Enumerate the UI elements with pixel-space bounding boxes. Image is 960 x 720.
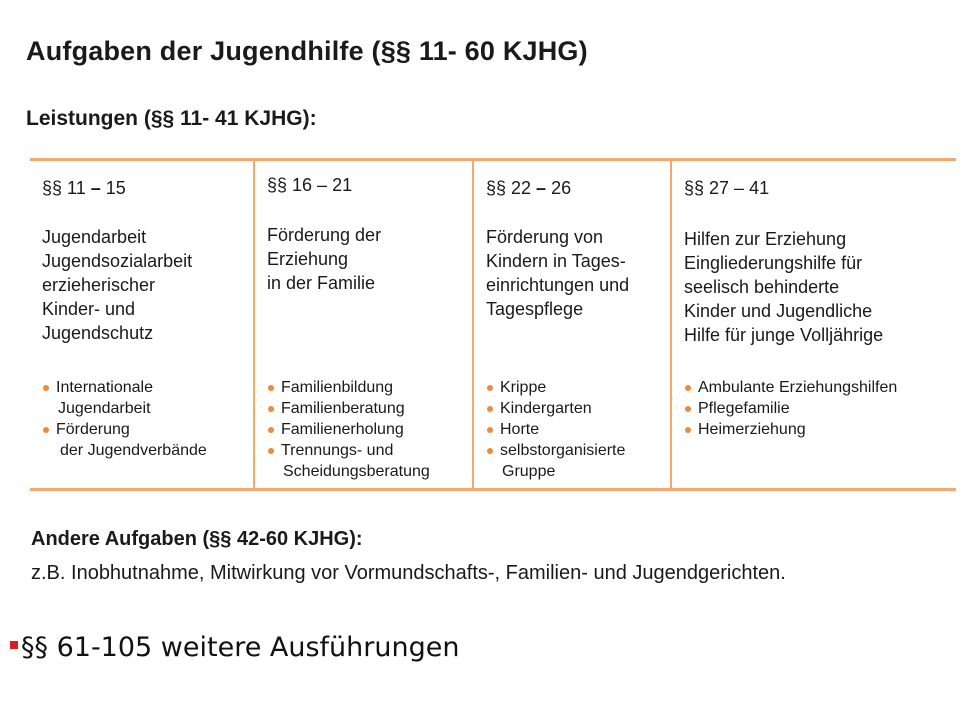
column-4-paragraph-range: §§ 27 – 41 <box>684 178 770 198</box>
footer-note <box>10 632 459 663</box>
column-4-bullets <box>684 377 897 440</box>
page-title: Aufgaben der Jugendhilfe (§§ 11- 60 KJHG) <box>26 36 588 66</box>
column-4-heading: Hilfen zur Erziehung Eingliederungshilfe für seelisch behinderte Kinder und Jugendliche Hilfe für junge Volljährige <box>684 229 884 345</box>
column-3 <box>472 161 670 488</box>
column-2-bullets <box>267 377 430 482</box>
list-item: Krippe <box>486 377 625 398</box>
list-item: Familienberatung <box>267 398 430 419</box>
services-table <box>30 158 956 491</box>
column-1-paragraph-range: §§ 11 – 15 <box>42 178 126 198</box>
services-subtitle: Leistungen (§§ 11- 41 KJHG): <box>26 107 317 130</box>
square-bullet-icon <box>10 641 18 649</box>
list-item: Förderung der Jugendverbände <box>42 419 207 461</box>
list-item: Heimerziehung <box>684 419 897 440</box>
footer-text: §§ 61-105 weitere Ausführungen <box>21 632 460 663</box>
list-item: Horte <box>486 419 625 440</box>
list-item: Familienerholung <box>267 419 430 440</box>
column-3-paragraph-range: §§ 22 – 26 <box>486 178 572 198</box>
column-2 <box>253 161 472 488</box>
list-item: Trennungs- und Scheidungsberatung <box>267 440 430 482</box>
list-item: Internationale Jugendarbeit <box>42 377 207 419</box>
column-3-bullets <box>486 377 625 482</box>
list-item: Pflegefamilie <box>684 398 897 419</box>
column-2-heading: Förderung der Erziehung in der Familie <box>267 225 382 293</box>
other-tasks-text: z.B. Inobhutnahme, Mitwirkung vor Vormundschafts-, Familien- und Jugendgerichten. <box>31 562 786 584</box>
list-item: Familienbildung <box>267 377 430 398</box>
list-item: selbstorganisierte Gruppe <box>486 440 625 482</box>
column-2-paragraph-range: §§ 16 – 21 <box>267 175 353 195</box>
column-1 <box>30 161 253 488</box>
column-3-heading: Förderung von Kindern in Tages- einrichtungen und Tagespflege <box>486 227 630 319</box>
column-1-heading: Jugendarbeit Jugendsozialarbeit erzieherischer Kinder- und Jugendschutz <box>42 227 193 343</box>
list-item: Kindergarten <box>486 398 625 419</box>
column-4 <box>670 161 956 488</box>
list-item: Ambulante Erziehungshilfen <box>684 377 897 398</box>
other-tasks-title: Andere Aufgaben (§§ 42-60 KJHG): <box>31 528 363 550</box>
column-1-bullets <box>42 377 207 461</box>
